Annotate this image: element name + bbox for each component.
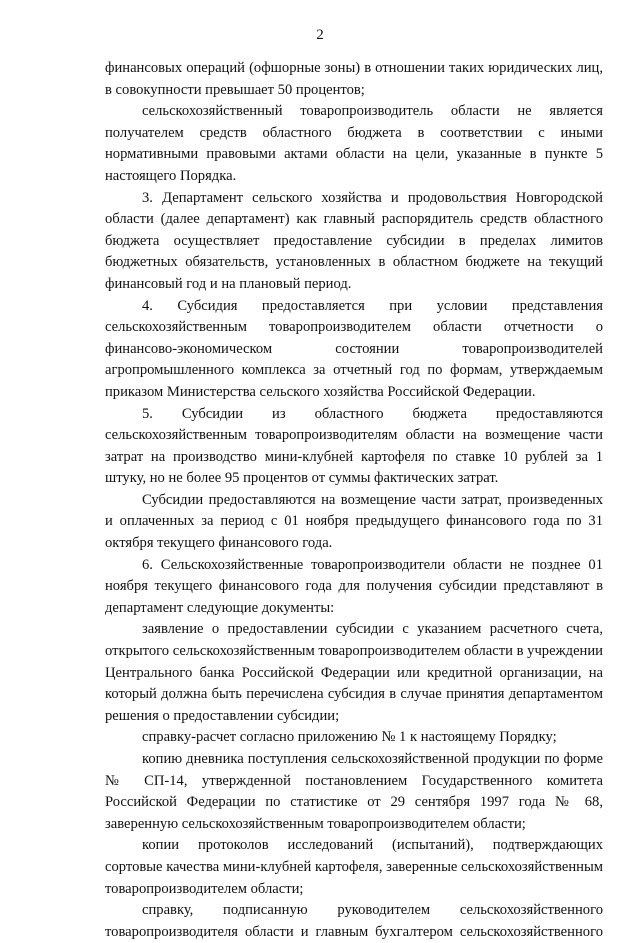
paragraph-offshore-continuation: финансовых операций (офшорные зоны) в отношении таких юридических лиц, в совокупности превышает 50 процентов;	[105, 60, 603, 98]
paragraph-application: заявление о предоставлении субсидии с указанием расчетного счета, открытого сельскохозяйственным товаропроизводителем области в учреждении Центрального банка Российской Федерации или кредитной организации, на который должна быть перечислена субсидия в случае принятия департаментом решения о предоставлении субсидии;	[105, 621, 603, 724]
paragraph-diary-copy: копию дневника поступления сельскохозяйственной продукции по форме № СП-14, утвержденной постановлением Государственного комитета Российской Федерации по статистике от 29 сентября 1997 года № 68, заверенную сельскохозяйственным товаропроизводителем области;	[105, 751, 603, 832]
page-number: 2	[316, 27, 324, 43]
paragraph-signed-certificate: справку, подписанную руководителем сельскохозяйственного товаропроизводителя области и главным бухгалтером сельскохозяйственного	[105, 902, 603, 940]
document-body	[105, 58, 603, 943]
paragraph-test-protocols: копии протоколов исследований (испытаний), подтверждающих сортовые качества мини-клубней картофеля, заверенные сельскохозяйственным товаропроизводителем области;	[105, 837, 603, 897]
paragraph-not-recipient: сельскохозяйственный товаропроизводитель области не является получателем средств областного бюджета в соответствии с иными нормативными правовыми актами области на цели, указанные в пункте 5 настоящего Порядка.	[105, 103, 603, 184]
paragraph-item-6: 6. Сельскохозяйственные товаропроизводители области не позднее 01 ноября текущего финансового года для получения субсидии представляют в департамент следующие документы:	[105, 556, 603, 616]
paragraph-item-4: 4. Субсидия предоставляется при условии представления сельскохозяйственным товаропроизводителем области отчетности о финансово-экономическом состоянии товаропроизводителей агропромышленного комплекса за отчетный год по формам, утверждаемым приказом Министерства сельского хозяйства Российской Федерации.	[105, 297, 603, 400]
paragraph-subsidy-period: Субсидии предоставляются на возмещение части затрат, произведенных и оплаченных за период с 01 ноября предыдущего финансового года по 31 октября текущего финансового года.	[105, 491, 603, 552]
paragraph-calculation-certificate: справку-расчет согласно приложению № 1 к настоящему Порядку;	[142, 729, 557, 746]
paragraph-item-3: 3. Департамент сельского хозяйства и продовольствия Новгородской области (далее департамент) как главный распорядитель средств областного бюджета осуществляет предоставление субсидии в пределах лимитов бюджетных обязательств, установленных в областном бюджете на текущий финансовый год и на плановый период.	[105, 189, 603, 292]
paragraph-item-5: 5. Субсидии из областного бюджета предоставляются сельскохозяйственным товаропроизводителям области на возмещение части затрат на производство мини-клубней картофеля по ставке 10 рублей за 1 штуку, но не более 95 процентов от суммы фактических затрат.	[105, 405, 603, 487]
